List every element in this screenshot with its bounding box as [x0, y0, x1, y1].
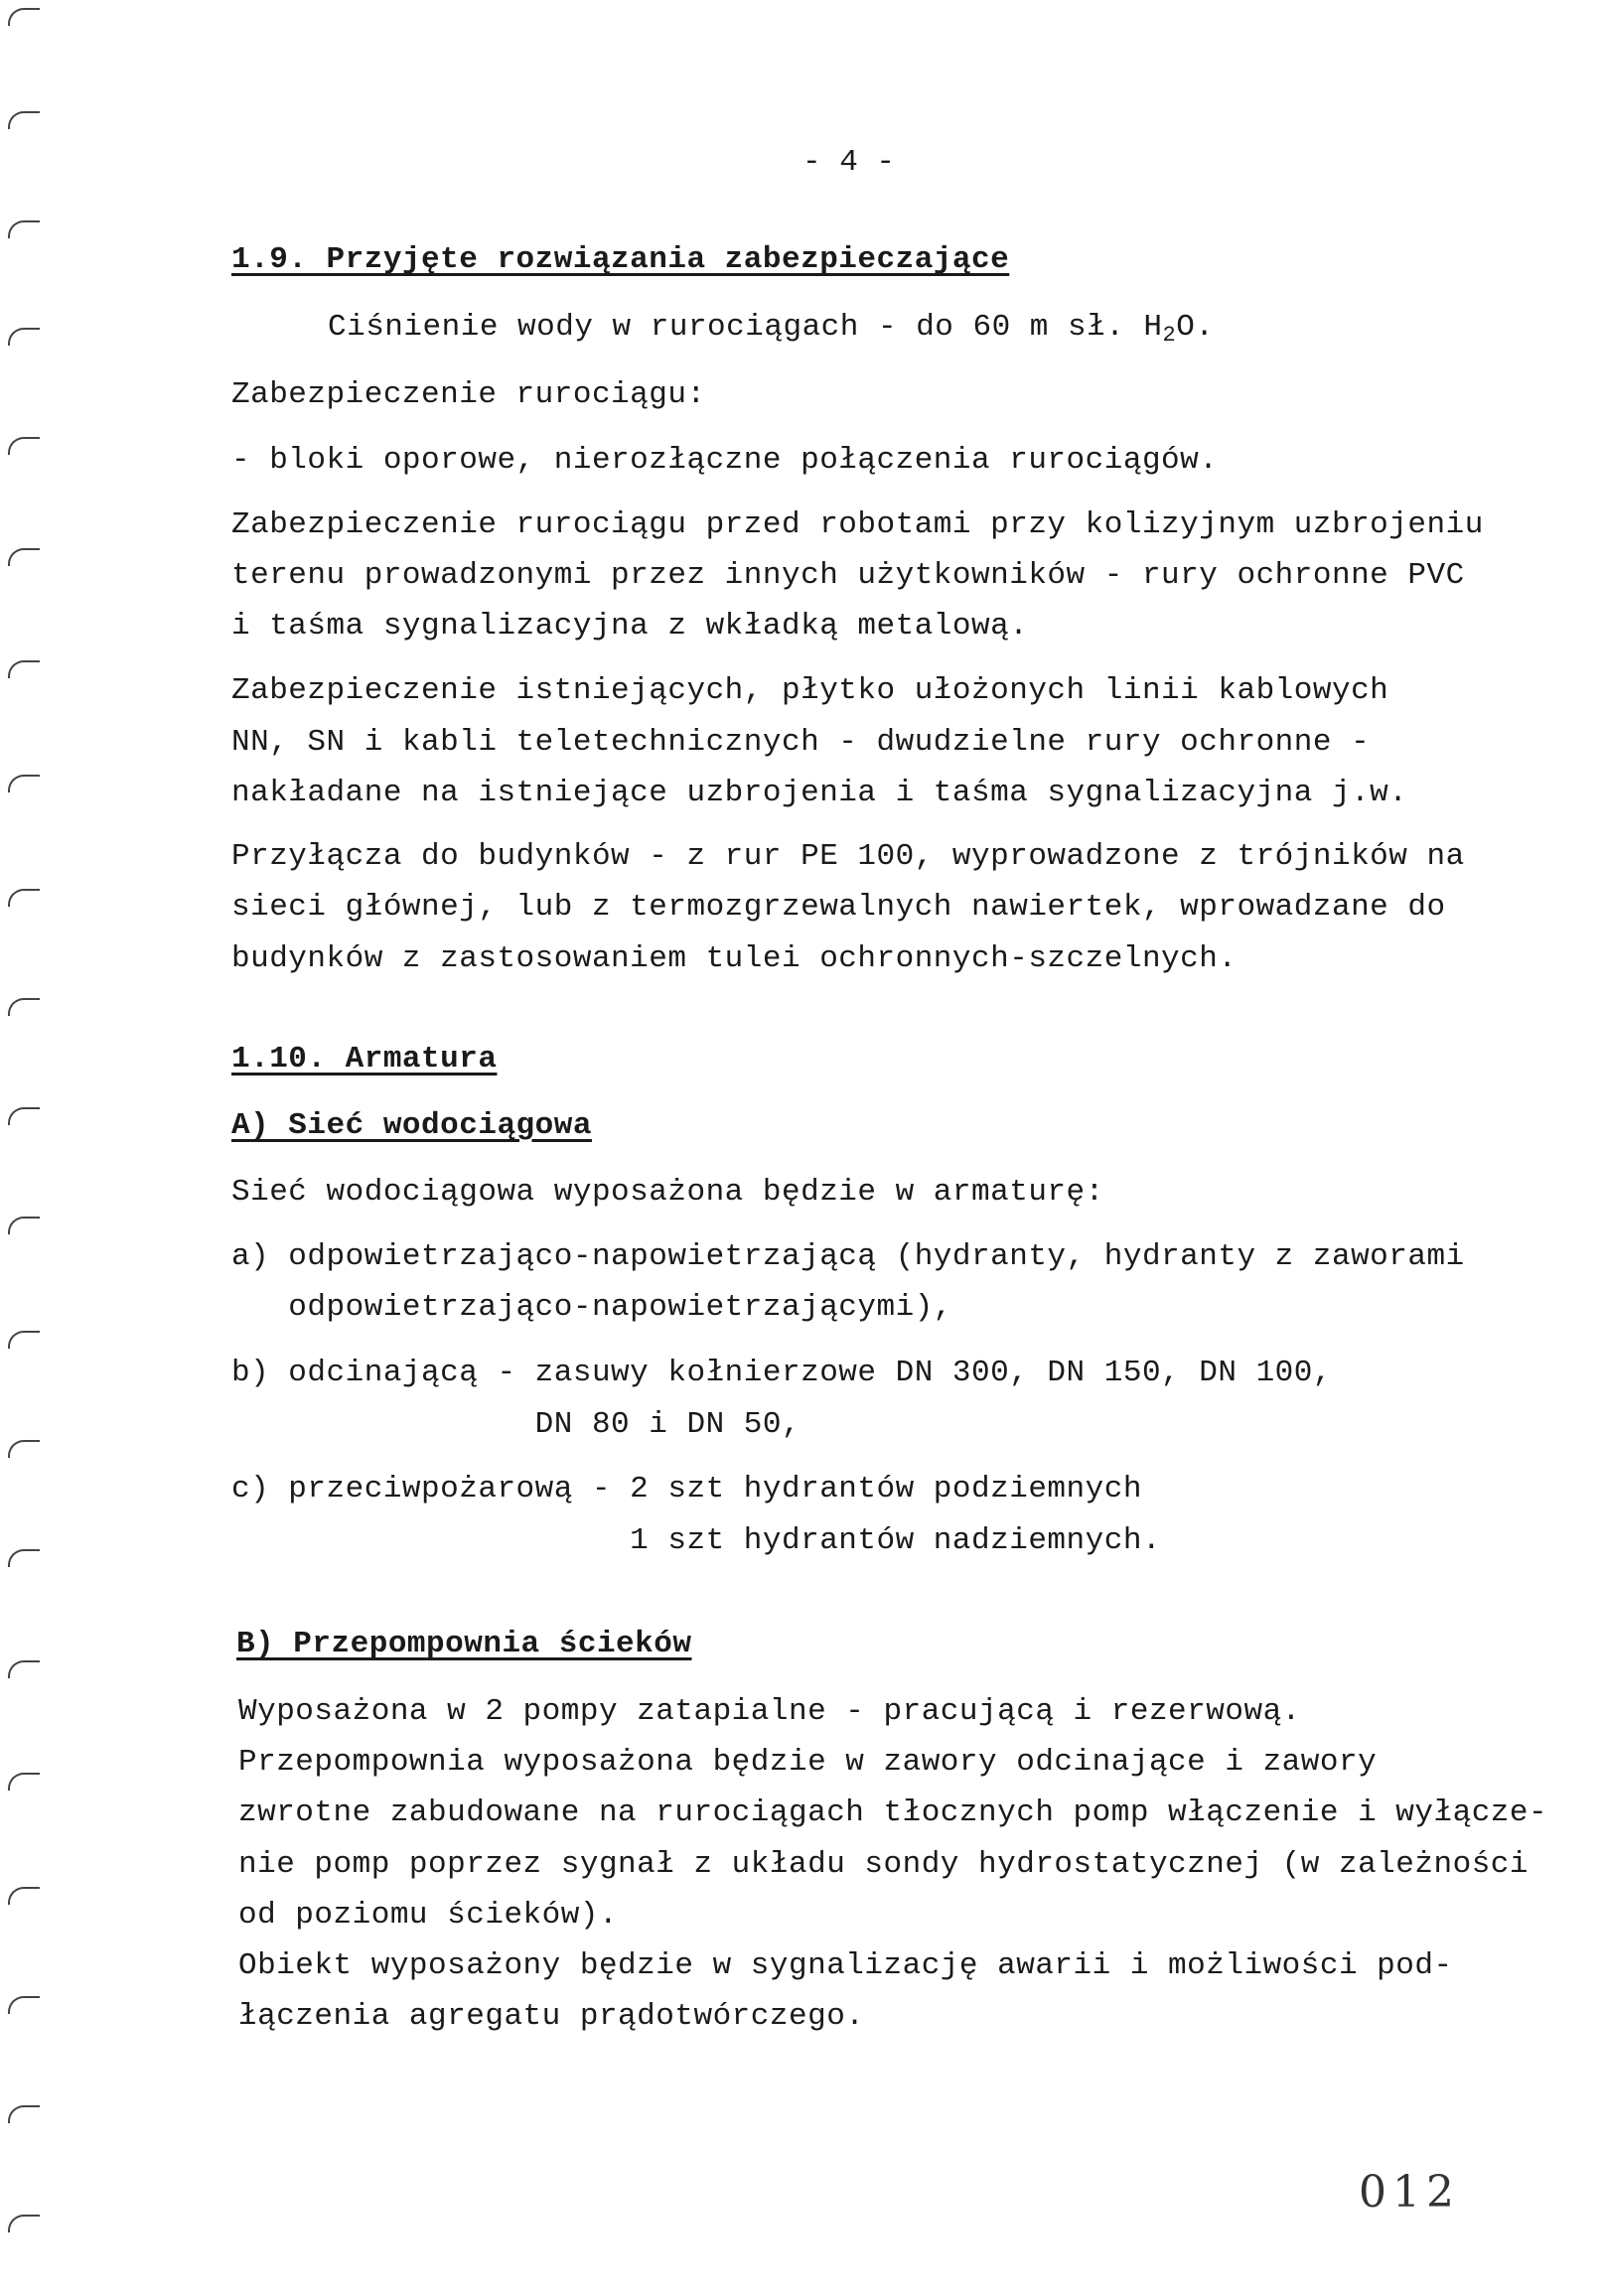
- binder-mark: [8, 1996, 40, 2014]
- pressure-line: [328, 312, 1214, 347]
- paragraph-line: sieci głównej, lub z termozgrzewalnych nawiertek, wprowadzane do: [231, 890, 1446, 925]
- subsection-heading: B) Przepompownia ścieków: [236, 1627, 692, 1661]
- paragraph-line: NN, SN i kabli teletechnicznych - dwudzielne rury ochronne -: [231, 725, 1371, 760]
- list-item: DN 80 i DN 50,: [231, 1407, 801, 1442]
- binder-mark: [8, 1440, 40, 1458]
- list-item: c) przeciwpożarową - 2 szt hydrantów podziemnych: [231, 1472, 1142, 1507]
- binder-mark: [8, 2105, 40, 2123]
- protection-item: - bloki oporowe, nierozłączne połączenia rurociągów.: [231, 443, 1219, 478]
- section-heading: 1.9. Przyjęte rozwiązania zabezpieczające: [231, 242, 1010, 277]
- paragraph-line: i taśma sygnalizacyjna z wkładką metalową.: [231, 609, 1029, 644]
- stamp-number: 012: [1359, 2167, 1460, 2218]
- binder-mark: [8, 111, 40, 129]
- binder-mark: [8, 437, 40, 455]
- list-item: a) odpowietrzająco-napowietrzającą (hydranty, hydranty z zaworami: [231, 1239, 1465, 1274]
- paragraph-line: nie pomp poprzez sygnał z układu sondy hydrostatycznej (w zależności: [238, 1847, 1529, 1882]
- paragraph-line: nakładane na istniejące uzbrojenia i taśma sygnalizacyjna j.w.: [231, 776, 1408, 810]
- protection-title: Zabezpieczenie rurociągu:: [231, 377, 706, 412]
- paragraph-line: Zabezpieczenie istniejących, płytko ułożonych linii kablowych: [231, 673, 1389, 708]
- binder-mark: [8, 1660, 40, 1678]
- binder-mark: [8, 660, 40, 678]
- binder-mark: [8, 1549, 40, 1567]
- page-number: - 4 -: [802, 145, 896, 180]
- paragraph-line: zwrotne zabudowane na rurociągach tłocznych pomp włączenie i wyłącze-: [238, 1795, 1548, 1830]
- paragraph-line: budynków z zastosowaniem tulei ochronnych-szczelnych.: [231, 941, 1238, 976]
- list-item: odpowietrzająco-napowietrzającymi),: [231, 1290, 952, 1325]
- list-item: b) odcinającą - zasuwy kołnierzowe DN 300, DN 150, DN 100,: [231, 1356, 1332, 1390]
- paragraph-line: łączenia agregatu prądotwórczego.: [238, 1999, 865, 2034]
- paragraph-line: terenu prowadzonymi przez innych użytkowników - rury ochronne PVC: [231, 558, 1465, 593]
- paragraph-line: Zabezpieczenie rurociągu przed robotami przy kolizyjnym uzbrojeniu: [231, 507, 1484, 542]
- binder-mark: [8, 328, 40, 346]
- paragraph-line: Przyłącza do budynków - z rur PE 100, wyprowadzone z trójników na: [231, 839, 1465, 874]
- binder-mark: [8, 2215, 40, 2232]
- paragraph-line: Wyposażona w 2 pompy zatapialne - pracującą i rezerwową.: [238, 1694, 1301, 1729]
- binder-mark: [8, 1107, 40, 1125]
- paragraph-line: Przepompownia wyposażona będzie w zawory odcinające i zawory: [238, 1745, 1378, 1780]
- section-heading: 1.10. Armatura: [231, 1042, 498, 1076]
- pressure-text: Ciśnienie wody w rurociągach - do 60 m sł. H: [328, 310, 1163, 345]
- paragraph-line: Obiekt wyposażony będzie w sygnalizację awarii i możliwości pod-: [238, 1948, 1453, 1983]
- binder-mark: [8, 998, 40, 1016]
- binder-mark: [8, 220, 40, 238]
- binder-mark: [8, 1887, 40, 1905]
- pressure-subscript: 2: [1162, 323, 1177, 348]
- binder-mark: [8, 1773, 40, 1791]
- binder-mark: [8, 889, 40, 907]
- subsection-intro: Sieć wodociągowa wyposażona będzie w armaturę:: [231, 1175, 1104, 1210]
- list-item: 1 szt hydrantów nadziemnych.: [231, 1523, 1162, 1558]
- binder-mark: [8, 548, 40, 566]
- pressure-text-end: O.: [1176, 310, 1215, 345]
- binder-mark: [8, 8, 40, 26]
- binder-mark: [8, 1331, 40, 1349]
- binder-mark: [8, 1217, 40, 1234]
- paragraph-line: od poziomu ścieków).: [238, 1898, 619, 1933]
- binder-mark: [8, 775, 40, 792]
- subsection-heading: A) Sieć wodociągowa: [231, 1108, 592, 1143]
